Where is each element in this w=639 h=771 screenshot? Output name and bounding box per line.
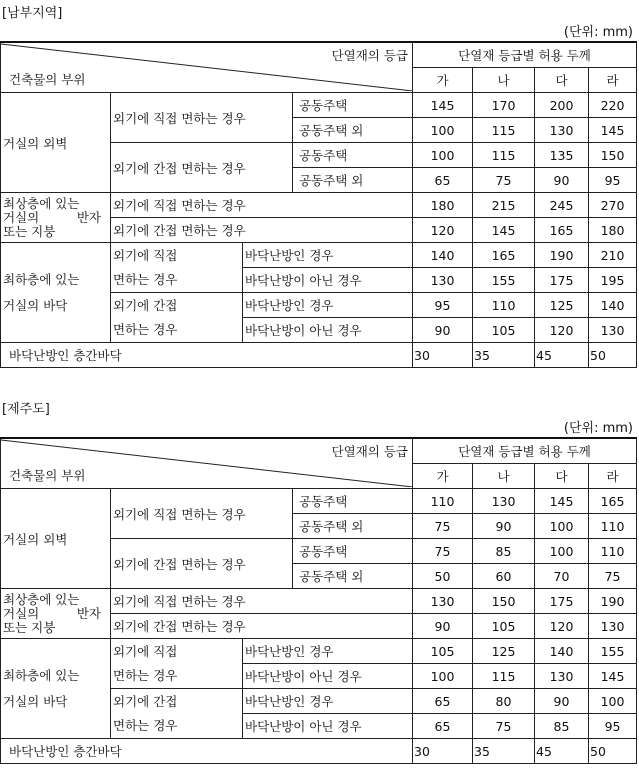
value-cell: 60 — [473, 564, 535, 589]
condition-indirect: 외기에 간접 면하는 경우 — [111, 614, 413, 639]
value-cell: 50 — [589, 739, 637, 764]
value-cell: 190 — [535, 243, 589, 268]
value-cell: 165 — [535, 218, 589, 243]
value-cell: 190 — [589, 589, 637, 614]
value-cell: 90 — [535, 689, 589, 714]
part-label: 건축물의 부위 — [9, 468, 86, 483]
value-cell: 175 — [535, 589, 589, 614]
value-cell: 120 — [535, 614, 589, 639]
value-cell: 120 — [535, 318, 589, 343]
grade-label: 단열재의 등급 — [331, 444, 408, 459]
subtype-floor-heat: 바닥난방인 경우 — [243, 243, 413, 268]
subtype-floor-heat: 바닥난방인 경우 — [243, 639, 413, 664]
group-interfloor: 바닥난방인 층간바닥 — [1, 739, 413, 764]
thickness-table — [0, 41, 637, 368]
value-cell: 130 — [589, 614, 637, 639]
subtype-non-apt: 공동주택 외 — [293, 514, 413, 539]
value-cell: 95 — [413, 293, 473, 318]
value-cell: 65 — [413, 689, 473, 714]
section-title: [남부지역] — [2, 6, 63, 21]
value-cell: 85 — [473, 539, 535, 564]
value-cell: 220 — [589, 93, 637, 118]
header-diagonal-cell — [1, 42, 413, 93]
value-cell: 100 — [413, 118, 473, 143]
value-cell: 75 — [473, 714, 535, 739]
value-cell: 130 — [535, 664, 589, 689]
value-cell: 140 — [413, 243, 473, 268]
value-cell: 90 — [413, 318, 473, 343]
thickness-header: 단열재 등급별 허용 두께 — [413, 42, 637, 68]
value-cell: 45 — [535, 739, 589, 764]
group-wall: 거실의 외벽 — [1, 93, 111, 193]
value-cell: 90 — [413, 614, 473, 639]
roof-line: 또는 지붕 — [3, 223, 56, 239]
unit-label: (단위: mm) — [563, 421, 633, 436]
value-cell: 110 — [413, 489, 473, 514]
thickness-table — [0, 437, 637, 764]
value-cell: 75 — [413, 514, 473, 539]
subtype-no-floor-heat: 바닥난방이 아닌 경우 — [243, 664, 413, 689]
value-cell: 45 — [535, 343, 589, 368]
subtype-apt: 공동주택 — [293, 489, 413, 514]
value-cell: 130 — [473, 489, 535, 514]
value-cell: 145 — [589, 664, 637, 689]
condition-direct: 외기에 직접 면하는 경우 — [111, 193, 413, 218]
value-cell: 210 — [589, 243, 637, 268]
value-cell: 90 — [535, 168, 589, 193]
value-cell: 120 — [413, 218, 473, 243]
subtype-non-apt: 공동주택 외 — [293, 168, 413, 193]
value-cell: 115 — [473, 143, 535, 168]
condition-indirect: 외기에 간접 면하는 경우 — [111, 143, 293, 193]
subtype-non-apt: 공동주택 외 — [293, 118, 413, 143]
condition-direct: 외기에 직접 면하는 경우 — [111, 589, 413, 614]
value-cell: 75 — [589, 564, 637, 589]
value-cell: 95 — [589, 168, 637, 193]
value-cell: 65 — [413, 714, 473, 739]
value-cell: 100 — [413, 664, 473, 689]
value-cell: 270 — [589, 193, 637, 218]
value-cell: 65 — [413, 168, 473, 193]
group-roof — [1, 193, 111, 243]
value-cell: 30 — [413, 739, 473, 764]
grade-label: 단열재의 등급 — [331, 48, 408, 63]
grade-header: 다 — [535, 464, 589, 489]
value-cell: 115 — [473, 664, 535, 689]
value-cell: 165 — [473, 243, 535, 268]
value-cell: 125 — [473, 639, 535, 664]
roof-line: 거실의 반자 — [3, 209, 101, 225]
roof-line: 최상층에 있는 — [3, 591, 80, 607]
condition-indirect: 외기에 간접 면하는 경우 — [111, 218, 413, 243]
value-cell: 35 — [473, 739, 535, 764]
condition-direct-split: 외기에 직접 면하는 경우 — [111, 639, 243, 689]
value-cell: 100 — [589, 689, 637, 714]
value-cell: 100 — [535, 539, 589, 564]
grade-header: 라 — [589, 68, 637, 93]
roof-line: 거실의 반자 — [3, 605, 101, 621]
value-cell: 155 — [473, 268, 535, 293]
section-title: [제주도] — [2, 402, 50, 417]
value-cell: 140 — [589, 293, 637, 318]
value-cell: 100 — [535, 514, 589, 539]
condition-direct: 외기에 직접 면하는 경우 — [111, 93, 293, 143]
value-cell: 30 — [413, 343, 473, 368]
roof-line: 최상층에 있는 — [3, 195, 80, 211]
group-wall: 거실의 외벽 — [1, 489, 111, 589]
value-cell: 130 — [589, 318, 637, 343]
value-cell: 140 — [535, 639, 589, 664]
value-cell: 100 — [413, 143, 473, 168]
condition-indirect-split: 외기에 간접 면하는 경우 — [111, 689, 243, 739]
value-cell: 200 — [535, 93, 589, 118]
value-cell: 215 — [473, 193, 535, 218]
value-cell: 130 — [535, 118, 589, 143]
value-cell: 80 — [473, 689, 535, 714]
grade-header: 나 — [473, 68, 535, 93]
floor-line: 최하층에 있는 — [3, 271, 80, 287]
roof-line: 또는 지붕 — [3, 619, 56, 635]
value-cell: 125 — [535, 293, 589, 318]
subtype-apt: 공동주택 — [293, 143, 413, 168]
grade-header: 나 — [473, 464, 535, 489]
value-cell: 145 — [535, 489, 589, 514]
value-cell: 245 — [535, 193, 589, 218]
value-cell: 90 — [473, 514, 535, 539]
subtype-apt: 공동주택 — [293, 93, 413, 118]
value-cell: 150 — [473, 589, 535, 614]
value-cell: 115 — [473, 118, 535, 143]
subtype-floor-heat: 바닥난방인 경우 — [243, 689, 413, 714]
value-cell: 175 — [535, 268, 589, 293]
grade-header: 가 — [413, 464, 473, 489]
value-cell: 165 — [589, 489, 637, 514]
value-cell: 130 — [413, 268, 473, 293]
subtype-apt: 공동주택 — [293, 539, 413, 564]
value-cell: 105 — [413, 639, 473, 664]
subtype-no-floor-heat: 바닥난방이 아닌 경우 — [243, 318, 413, 343]
value-cell: 110 — [589, 514, 637, 539]
condition-direct: 외기에 직접 면하는 경우 — [111, 489, 293, 539]
value-cell: 195 — [589, 268, 637, 293]
thickness-header: 단열재 등급별 허용 두께 — [413, 438, 637, 464]
value-cell: 145 — [413, 93, 473, 118]
subtype-non-apt: 공동주택 외 — [293, 564, 413, 589]
value-cell: 75 — [413, 539, 473, 564]
subtype-no-floor-heat: 바닥난방이 아닌 경우 — [243, 268, 413, 293]
subtype-no-floor-heat: 바닥난방이 아닌 경우 — [243, 714, 413, 739]
group-interfloor: 바닥난방인 층간바닥 — [1, 343, 413, 368]
floor-line: 거실의 바닥 — [3, 297, 68, 313]
unit-label: (단위: mm) — [563, 25, 633, 40]
value-cell: 70 — [535, 564, 589, 589]
group-floor — [1, 243, 111, 343]
group-roof — [1, 589, 111, 639]
header-diagonal-cell — [1, 438, 413, 489]
value-cell: 35 — [473, 343, 535, 368]
floor-line: 거실의 바닥 — [3, 693, 68, 709]
value-cell: 130 — [413, 589, 473, 614]
value-cell: 180 — [589, 218, 637, 243]
value-cell: 180 — [413, 193, 473, 218]
value-cell: 50 — [413, 564, 473, 589]
value-cell: 110 — [473, 293, 535, 318]
value-cell: 110 — [589, 539, 637, 564]
group-floor — [1, 639, 111, 739]
value-cell: 150 — [589, 143, 637, 168]
grade-header: 라 — [589, 464, 637, 489]
condition-indirect: 외기에 간접 면하는 경우 — [111, 539, 293, 589]
value-cell: 170 — [473, 93, 535, 118]
value-cell: 50 — [589, 343, 637, 368]
value-cell: 105 — [473, 318, 535, 343]
floor-line: 최하층에 있는 — [3, 667, 80, 683]
condition-indirect-split: 외기에 간접 면하는 경우 — [111, 293, 243, 343]
value-cell: 135 — [535, 143, 589, 168]
value-cell: 145 — [589, 118, 637, 143]
value-cell: 105 — [473, 614, 535, 639]
part-label: 건축물의 부위 — [9, 72, 86, 87]
subtype-floor-heat: 바닥난방인 경우 — [243, 293, 413, 318]
value-cell: 155 — [589, 639, 637, 664]
condition-direct-split: 외기에 직접 면하는 경우 — [111, 243, 243, 293]
grade-header: 가 — [413, 68, 473, 93]
value-cell: 95 — [589, 714, 637, 739]
grade-header: 다 — [535, 68, 589, 93]
value-cell: 85 — [535, 714, 589, 739]
value-cell: 145 — [473, 218, 535, 243]
value-cell: 75 — [473, 168, 535, 193]
